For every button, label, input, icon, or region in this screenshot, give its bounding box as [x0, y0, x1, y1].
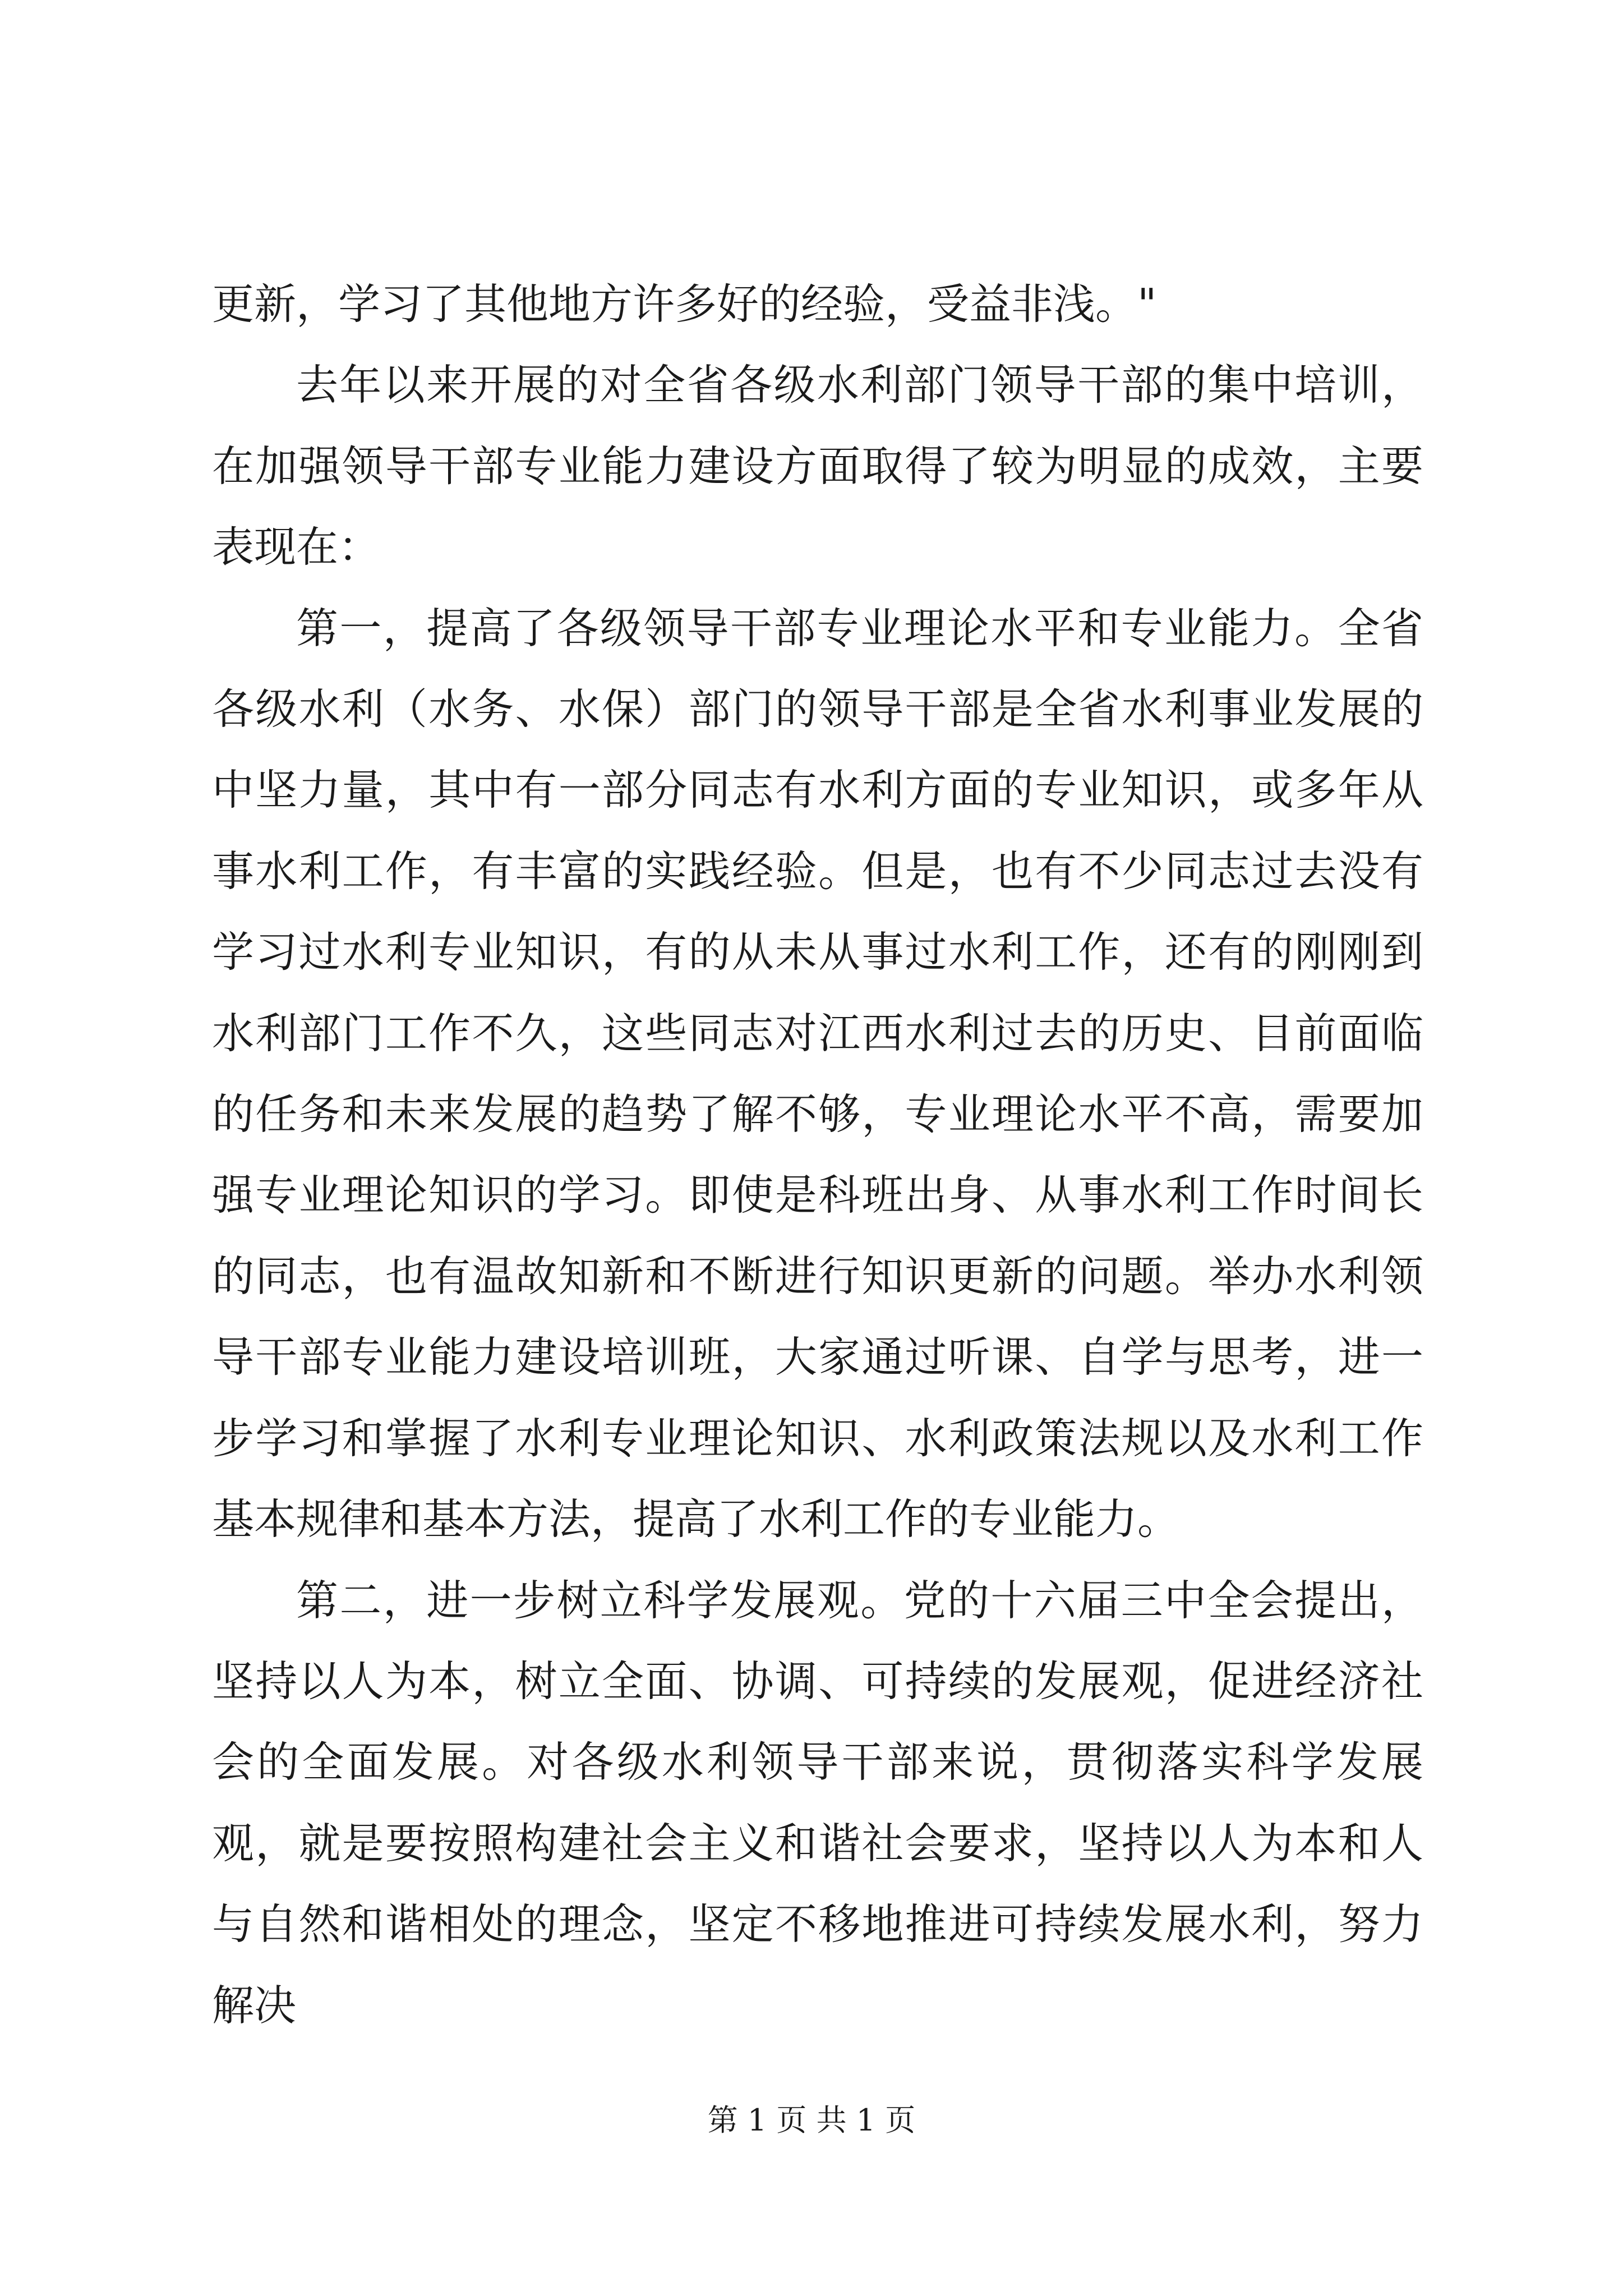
- page-footer: 第 1 页 共 1 页: [707, 2102, 916, 2138]
- paragraph-intro: 去年以来开展的对全省各级水利部门领导干部的集中培训，在加强领导干部专业能力建设方面取得了较为明显的成效，主要表现在：: [212, 360, 1423, 572]
- paragraph-point-two: 第二，进一步树立科学发展观。党的十六届三中全会提出，坚持以人为本，树立全面、协调、可持续的发展观，促进经济社会的全面发展。对各级水利领导干部来说，贯彻落实科学发展观，就是要按照构建社会主义和谐社会要求，坚持以人为本和人与自然和谐相处的理念，坚定不移地推进可持续发展水利，努力解决: [212, 1575, 1423, 2030]
- paragraph-continuation: 更新，学习了其他地方许多好的经验，受益非浅。": [212, 279, 1157, 329]
- paragraph-point-one: 第一，提高了各级领导干部专业理论水平和专业能力。全省各级水利（水务、水保）部门的领导干部是全省水利事业发展的中坚力量，其中有一部分同志有水利方面的专业知识，或多年从事水利工作，有丰富的实践经验。但是，也有不少同志过去没有学习过水利专业知识，有的从未从事过水利工作，还有的刚刚到水利部门工作不久，这些同志对江西水利过去的历史、目前面临的任务和未来发展的趋势了解不够，专业理论水平不高，需要加强专业理论知识的学习。即使是科班出身、从事水利工作时间长的同志，也有温故知新和不断进行知识更新的问题。举办水利领导干部专业能力建设培训班，大家通过听课、自学与思考，进一步学习和掌握了水利专业理论知识、水利政策法规以及水利工作基本规律和基本方法，提高了水利工作的专业能力。: [212, 603, 1423, 1544]
- document-body: [212, 264, 1423, 2046]
